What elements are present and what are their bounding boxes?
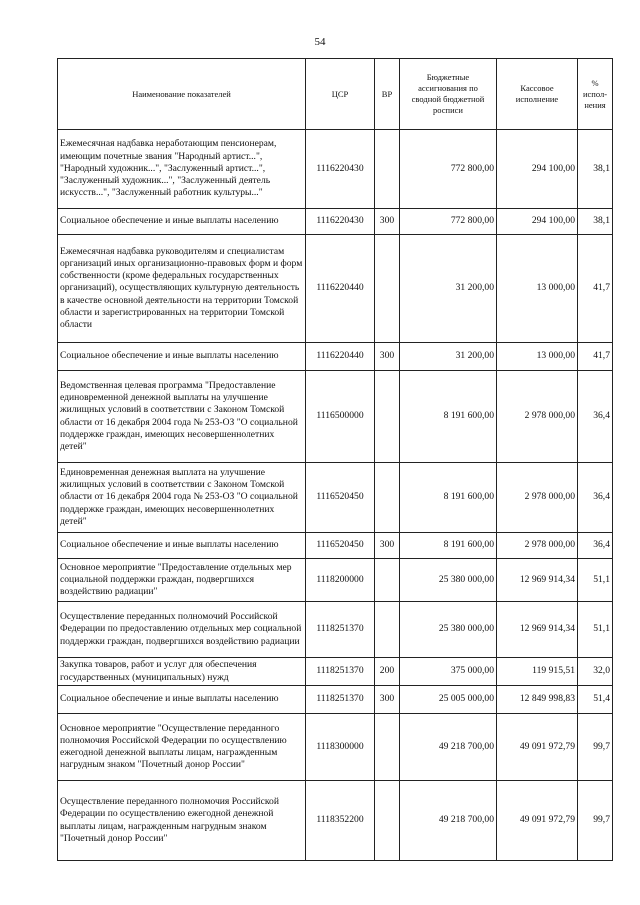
header-budget-label: Бюджетные ассигнования по сводной бюджетной росписи <box>411 72 485 115</box>
row-pct: 99,7 <box>578 781 613 861</box>
row-name: Единовременная денежная выплата на улучшение жилищных условий в соответствии с Законом Томской области от 16 декабря 2004 года № 253-ОЗ "О социальной поддержке граждан, имеющих несовершеннолетних детей" <box>58 463 306 533</box>
row-csr: 1116500000 <box>306 371 375 463</box>
table-row <box>58 463 613 533</box>
row-budget: 25 005 000,00 <box>400 686 497 714</box>
row-csr: 1118200000 <box>306 559 375 602</box>
row-pct: 51,1 <box>578 602 613 658</box>
row-vr <box>375 559 400 602</box>
row-cash: 2 978 000,00 <box>497 533 578 559</box>
row-name: Закупка товаров, работ и услуг для обеспечения государственных (муниципальных) нужд <box>58 658 306 686</box>
row-pct: 38,1 <box>578 209 613 235</box>
row-budget: 25 380 000,00 <box>400 559 497 602</box>
row-cash: 12 969 914,34 <box>497 602 578 658</box>
row-csr: 1118251370 <box>306 602 375 658</box>
row-pct: 32,0 <box>578 658 613 686</box>
row-name: Осуществление переданного полномочия Российской Федерации по осуществлению ежегодной денежной выплаты лицам, награжденным нагрудным знаком "Почетный донор России" <box>58 781 306 861</box>
row-pct: 36,4 <box>578 371 613 463</box>
row-budget: 772 800,00 <box>400 130 497 209</box>
table-row <box>58 559 613 602</box>
row-csr: 1116520450 <box>306 463 375 533</box>
row-pct: 38,1 <box>578 130 613 209</box>
header-name: Наименование показателей <box>58 59 306 130</box>
row-pct: 99,7 <box>578 714 613 781</box>
row-vr <box>375 130 400 209</box>
row-name: Социальное обеспечение и иные выплаты населению <box>58 533 306 559</box>
row-budget: 8 191 600,00 <box>400 371 497 463</box>
row-cash: 294 100,00 <box>497 209 578 235</box>
row-vr <box>375 781 400 861</box>
row-cash: 2 978 000,00 <box>497 371 578 463</box>
row-budget: 8 191 600,00 <box>400 463 497 533</box>
row-budget: 25 380 000,00 <box>400 602 497 658</box>
table-row <box>58 130 613 209</box>
table-row <box>58 658 613 686</box>
table-header-row <box>58 59 613 130</box>
row-vr: 300 <box>375 686 400 714</box>
row-name: Социальное обеспечение и иные выплаты населению <box>58 209 306 235</box>
row-pct: 36,4 <box>578 463 613 533</box>
row-cash: 49 091 972,79 <box>497 714 578 781</box>
table-row <box>58 602 613 658</box>
row-budget: 49 218 700,00 <box>400 781 497 861</box>
row-vr: 200 <box>375 658 400 686</box>
header-budget <box>400 59 497 130</box>
row-budget: 8 191 600,00 <box>400 533 497 559</box>
page-number: 54 <box>314 36 326 48</box>
table-row <box>58 371 613 463</box>
row-name: Ведомственная целевая программа "Предоставление единовременной денежной выплаты на улучшение жилищных условий в соответствии с Законом Томской области от 16 декабря 2004 года № 253-ОЗ "О социальной поддержке граждан, имеющих несовершеннолетних детей" <box>58 371 306 463</box>
row-cash: 2 978 000,00 <box>497 463 578 533</box>
table-row <box>58 686 613 714</box>
table-row <box>58 533 613 559</box>
row-name: Ежемесячная надбавка руководителям и специалистам организаций иных организационно-правовых форм и форм собственности (кроме федеральных государственных организаций), осуществляющих культурную деятельность в качестве основной деятельности на территории Томской области и зарегистрированных на территории Томской области <box>58 235 306 343</box>
row-vr <box>375 371 400 463</box>
row-cash: 13 000,00 <box>497 343 578 371</box>
row-pct: 41,7 <box>578 343 613 371</box>
header-vr: ВР <box>375 59 400 130</box>
row-cash: 49 091 972,79 <box>497 781 578 861</box>
row-budget: 31 200,00 <box>400 343 497 371</box>
row-cash: 294 100,00 <box>497 130 578 209</box>
row-cash: 12 969 914,34 <box>497 559 578 602</box>
row-name: Ежемесячная надбавка неработающим пенсионерам, имеющим почетные звания "Народный артист...", "Народный художник...", "Заслуженный артист...", "Заслуженный художник...", "Заслуженный деятель искусств...", "Заслуженный работник культуры..." <box>58 130 306 209</box>
row-cash: 119 915,51 <box>497 658 578 686</box>
table-row <box>58 781 613 861</box>
row-csr: 1118352200 <box>306 781 375 861</box>
row-vr <box>375 463 400 533</box>
row-name: Основное мероприятие "Предоставление отдельных мер социальной поддержки граждан, подвергшихся воздействию радиации" <box>58 559 306 602</box>
table-row <box>58 209 613 235</box>
row-csr: 1118251370 <box>306 686 375 714</box>
row-csr: 1116220430 <box>306 130 375 209</box>
row-name: Основное мероприятие "Осуществление переданного полномочия Российской Федерации по осуществлению ежегодной денежной выплаты лицам, награжденным нагрудным знаком "Почетный донор России" <box>58 714 306 781</box>
header-csr: ЦСР <box>306 59 375 130</box>
row-pct: 41,7 <box>578 235 613 343</box>
row-pct: 51,1 <box>578 559 613 602</box>
table-row <box>58 235 613 343</box>
budget-execution-table <box>57 58 613 861</box>
row-csr: 1118300000 <box>306 714 375 781</box>
row-vr: 300 <box>375 209 400 235</box>
row-csr: 1116220440 <box>306 235 375 343</box>
row-vr <box>375 602 400 658</box>
row-name: Социальное обеспечение и иные выплаты населению <box>58 343 306 371</box>
row-csr: 1116520450 <box>306 533 375 559</box>
table-row <box>58 343 613 371</box>
row-budget: 49 218 700,00 <box>400 714 497 781</box>
row-budget: 375 000,00 <box>400 658 497 686</box>
row-csr: 1116220430 <box>306 209 375 235</box>
row-name: Социальное обеспечение и иные выплаты населению <box>58 686 306 714</box>
header-pct: % испол-нения <box>578 59 613 130</box>
row-name: Осуществление переданных полномочий Российской Федерации по предоставлению отдельных мер социальной поддержки граждан, подвергшихся воздействию радиации <box>58 602 306 658</box>
row-cash: 13 000,00 <box>497 235 578 343</box>
row-vr: 300 <box>375 343 400 371</box>
header-cash: Кассовое исполнение <box>497 59 578 130</box>
row-budget: 772 800,00 <box>400 209 497 235</box>
row-csr: 1116220440 <box>306 343 375 371</box>
row-vr <box>375 714 400 781</box>
row-budget: 31 200,00 <box>400 235 497 343</box>
row-pct: 51,4 <box>578 686 613 714</box>
row-vr <box>375 235 400 343</box>
table-row <box>58 714 613 781</box>
row-csr: 1118251370 <box>306 658 375 686</box>
row-pct: 36,4 <box>578 533 613 559</box>
row-cash: 12 849 998,83 <box>497 686 578 714</box>
row-vr: 300 <box>375 533 400 559</box>
